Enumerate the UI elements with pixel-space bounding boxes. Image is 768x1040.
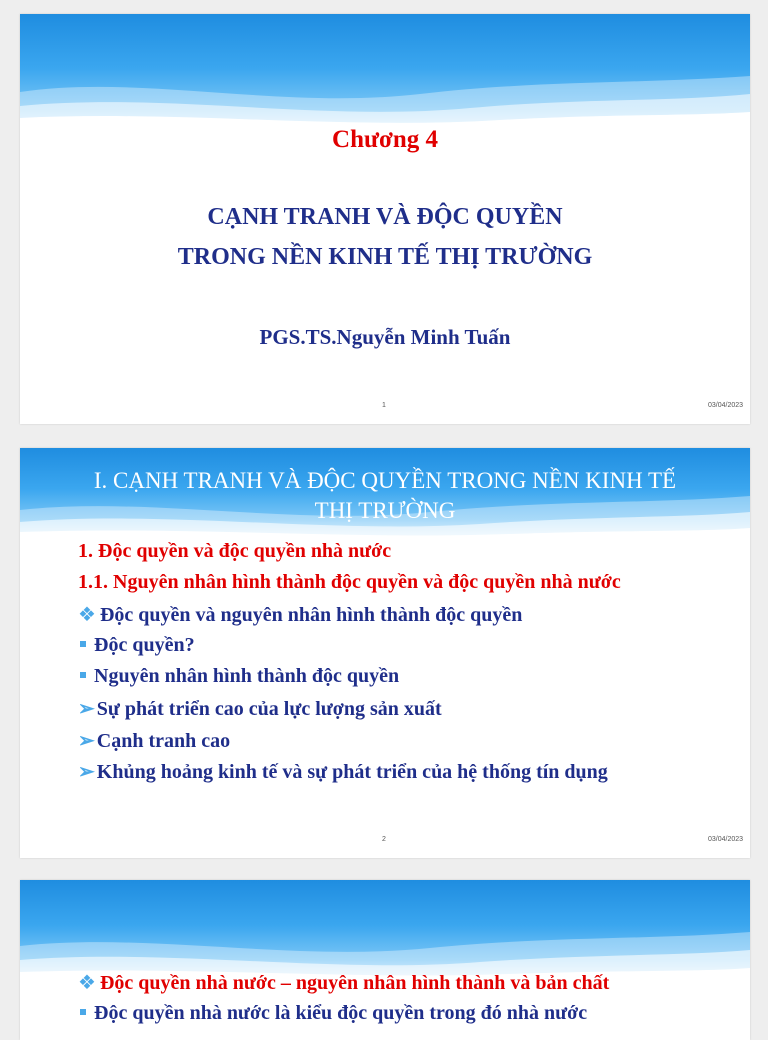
page-number: 2 [382, 836, 386, 843]
main-title-line-1: CẠNH TRANH VÀ ĐỘC QUYỀN [207, 204, 563, 230]
wave-decoration [20, 14, 750, 134]
diamond-bullet-icon: ❖ [78, 604, 96, 626]
slide-date: 03/04/2023 [708, 836, 744, 843]
list-item [78, 728, 230, 753]
chapter-title: Chương 4 [332, 126, 438, 153]
author-name: PGS.TS.Nguyễn Minh Tuấn [259, 325, 511, 349]
list-item [78, 1002, 587, 1025]
arrow-bullet-icon: ➢ [78, 730, 95, 752]
heading-1-text: 1. Độc quyền và độc quyền nhà nước [78, 540, 392, 562]
list-item-text: Độc quyền? [94, 634, 195, 656]
list-item [78, 602, 522, 627]
list-item-text: Độc quyền nhà nước là kiểu độc quyền trong đó nhà nước [94, 1002, 588, 1024]
page-number: 1 [382, 402, 386, 409]
main-title-line-2: TRONG NỀN KINH TẾ THỊ TRƯỜNG [177, 244, 593, 270]
slide-2 [20, 448, 750, 858]
wave-header-band [20, 880, 750, 980]
section-title-line-2: THỊ TRƯỜNG [314, 498, 456, 523]
list-item-text: Nguyên nhân hình thành độc quyền [94, 665, 400, 687]
section-title-line-1: I. CẠNH TRANH VÀ ĐỘC QUYỀN TRONG NỀN KINH TẾ [93, 468, 677, 493]
list-item-text: Cạnh tranh cao [96, 730, 231, 752]
square-bullet-icon [80, 1009, 86, 1015]
list-item-text: Độc quyền và nguyên nhân hình thành độc quyền [99, 604, 523, 626]
list-item-text: Khủng hoảng kinh tế và sự phát triển của hệ thống tín dụng [96, 761, 608, 783]
list-item [78, 759, 608, 784]
list-item [78, 665, 399, 688]
list-item [78, 696, 442, 721]
square-bullet-icon [80, 672, 86, 678]
square-bullet-icon [80, 641, 86, 647]
heading-1-1 [78, 571, 621, 594]
wave-header-band [20, 14, 750, 134]
list-item-text: Sự phát triển cao của lực lượng sản xuất [96, 698, 442, 720]
slide-date: 03/04/2023 [708, 402, 744, 409]
arrow-bullet-icon: ➢ [78, 698, 95, 720]
heading-1 [78, 540, 391, 563]
heading-state-monopoly [78, 970, 609, 995]
heading-state-monopoly-text: Độc quyền nhà nước – nguyên nhân hình thành và bản chất [99, 972, 610, 994]
slide-1 [20, 14, 750, 424]
section-title [20, 466, 750, 526]
arrow-bullet-icon: ➢ [78, 761, 95, 783]
heading-1-1-text: 1.1. Nguyên nhân hình thành độc quyền và độc quyền nhà nước [78, 571, 621, 593]
wave-decoration [20, 880, 750, 980]
diamond-bullet-icon: ❖ [78, 972, 96, 994]
slide-3 [20, 880, 750, 1040]
list-item [78, 634, 195, 657]
